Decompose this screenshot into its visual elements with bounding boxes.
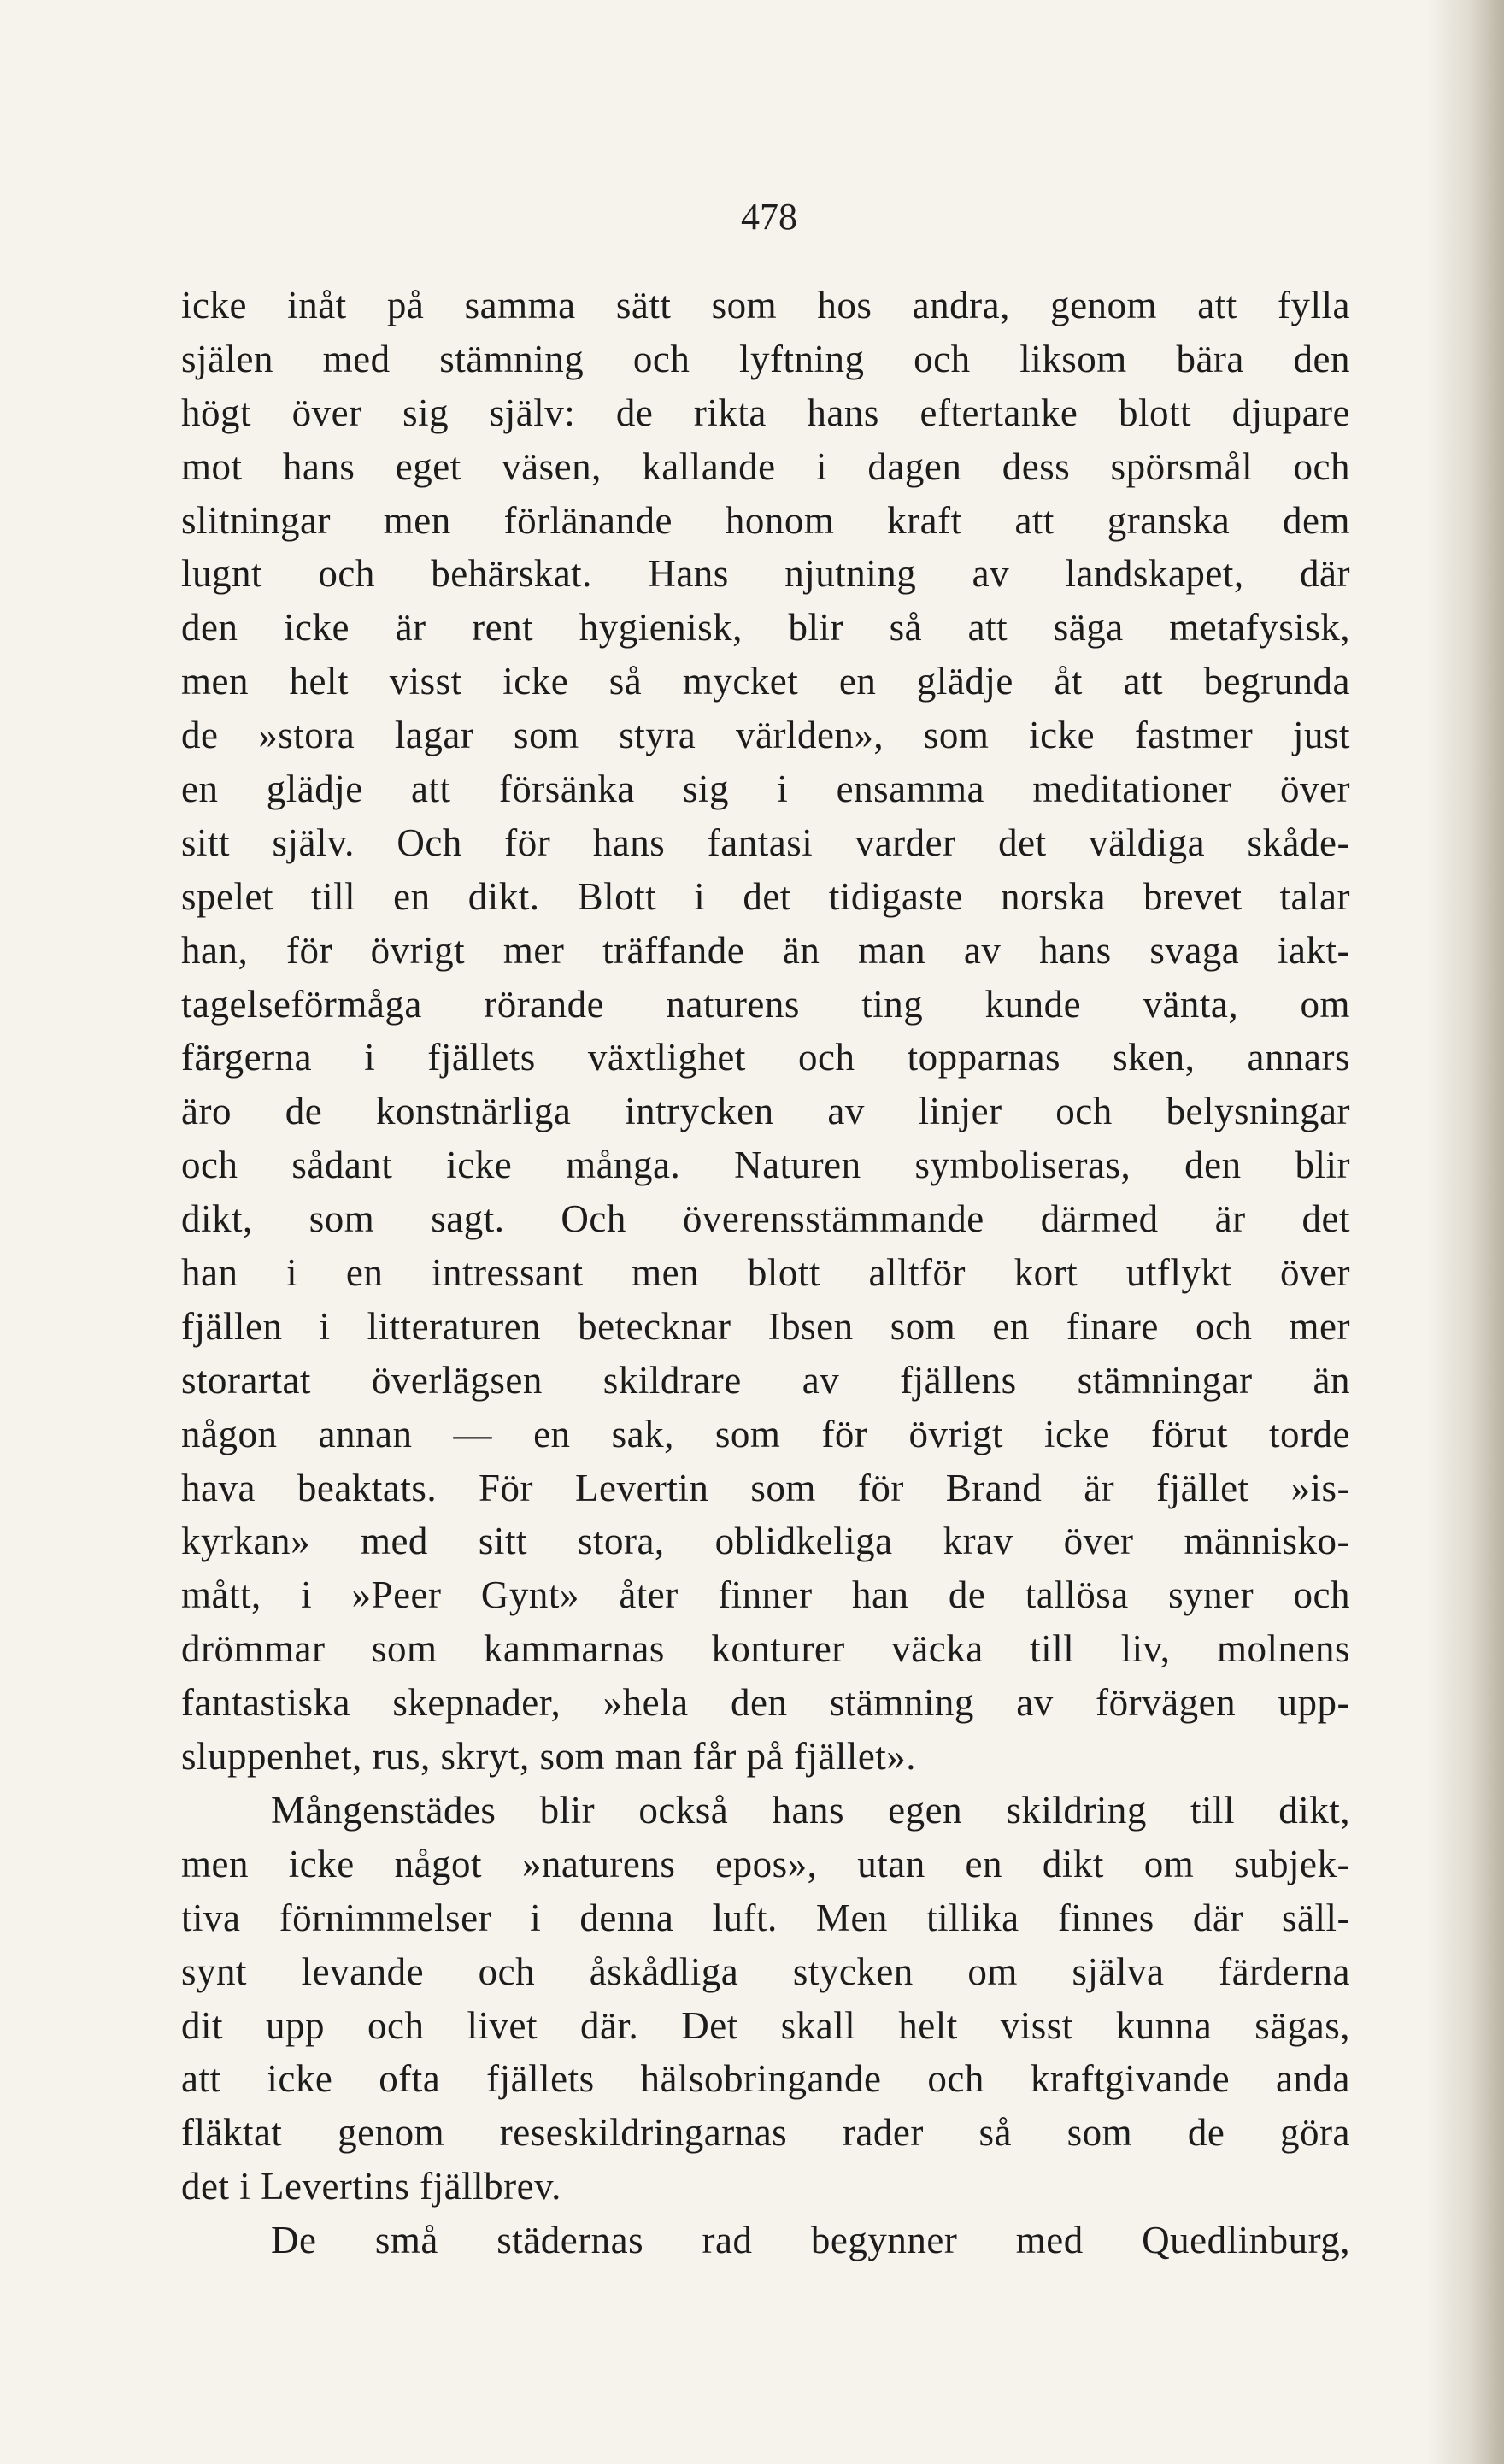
- text-line: fjällen i litteraturen betecknar Ibsen som en finare och mer: [181, 1304, 1350, 1348]
- text-line: spelet till en dikt. Blott i det tidigaste norska brevet talar: [181, 874, 1350, 918]
- page-number: 478: [741, 196, 797, 238]
- text-line: tiva förnimmelser i denna luft. Men tillika finnes där säll-: [181, 1896, 1350, 1939]
- text-line: men helt visst icke så mycket en glädje åt att begrunda: [181, 660, 1350, 703]
- text-line: och sådant icke många. Naturen symboliseras, den blir: [181, 1144, 1350, 1187]
- text-line: hava beaktats. För Levertin som för Brand är fjället »is-: [181, 1466, 1350, 1509]
- paragraph-start-line: De små städernas rad begynner med Quedlinburg,: [271, 2219, 1350, 2262]
- page-edge-shadow: [1427, 0, 1504, 2464]
- text-line: icke inåt på samma sätt som hos andra, genom att fylla: [181, 284, 1350, 326]
- text-line: att icke ofta fjällets hälsobringande och kraftgivande anda: [181, 2057, 1350, 2101]
- text-line: mått, i »Peer Gynt» åter finner han de tallösa syner och: [181, 1573, 1350, 1617]
- text-line: fläktat genom reseskildringarnas rader så som de göra: [181, 2111, 1350, 2155]
- text-line: dit upp och livet där. Det skall helt visst kunna sägas,: [181, 2003, 1350, 2047]
- text-line: äro de konstnärliga intrycken av linjer och belysningar: [181, 1090, 1350, 1133]
- body-text: [181, 279, 1350, 2267]
- text-line: någon annan — en sak, som för övrigt icke förut torde: [181, 1412, 1350, 1455]
- text-line: sitt själv. Och för hans fantasi varder det väldiga skåde-: [181, 820, 1350, 864]
- text-line: han, för övrigt mer träffande än man av hans svaga iakt-: [181, 928, 1350, 972]
- text-line: slitningar men förlänande honom kraft att granska dem: [181, 498, 1350, 542]
- text-line: han i en intressant men blott alltför kort utflykt över: [181, 1251, 1350, 1295]
- text-line: synt levande och åskådliga stycken om själva färderna: [181, 1949, 1350, 1993]
- text-line: kyrkan» med sitt stora, oblidkeliga krav över människo-: [181, 1520, 1350, 1563]
- text-line: fantastiska skepnader, »hela den stämning av förvägen upp-: [181, 1681, 1350, 1725]
- text-line: tagelseförmåga rörande naturens ting kunde vänta, om: [181, 982, 1350, 1026]
- text-line: färgerna i fjällets växtlighet och topparnas sken, annars: [181, 1036, 1350, 1079]
- text-line: den icke är rent hygienisk, blir så att säga metafysisk,: [181, 606, 1350, 650]
- text-line: dikt, som sagt. Och överensstämmande därmed är det: [181, 1197, 1350, 1241]
- text-line: högt över sig själv: de rikta hans eftertanke blott djupare: [181, 391, 1350, 434]
- text-line: men icke något »naturens epos», utan en dikt om subjek-: [181, 1842, 1350, 1885]
- text-line: det i Levertins fjällbrev.: [181, 2165, 561, 2208]
- text-line: storartat överlägsen skildrare av fjällens stämningar än: [181, 1358, 1350, 1402]
- text-line: drömmar som kammarnas konturer väcka till liv, molnens: [181, 1627, 1350, 1671]
- paragraph-start-line: Mångenstädes blir också hans egen skildring till dikt,: [271, 1788, 1350, 1832]
- text-line: sluppenhet, rus, skryt, som man får på fjället».: [181, 1735, 917, 1779]
- text-line: mot hans eget väsen, kallande i dagen dess spörsmål och: [181, 444, 1350, 488]
- text-line: lugnt och behärskat. Hans njutning av landskapet, där: [181, 552, 1350, 596]
- text-line: själen med stämning och lyftning och liksom bära den: [181, 337, 1350, 380]
- text-line: en glädje att försänka sig i ensamma meditationer över: [181, 767, 1350, 811]
- text-line: de »stora lagar som styra världen», som icke fastmer just: [181, 714, 1350, 757]
